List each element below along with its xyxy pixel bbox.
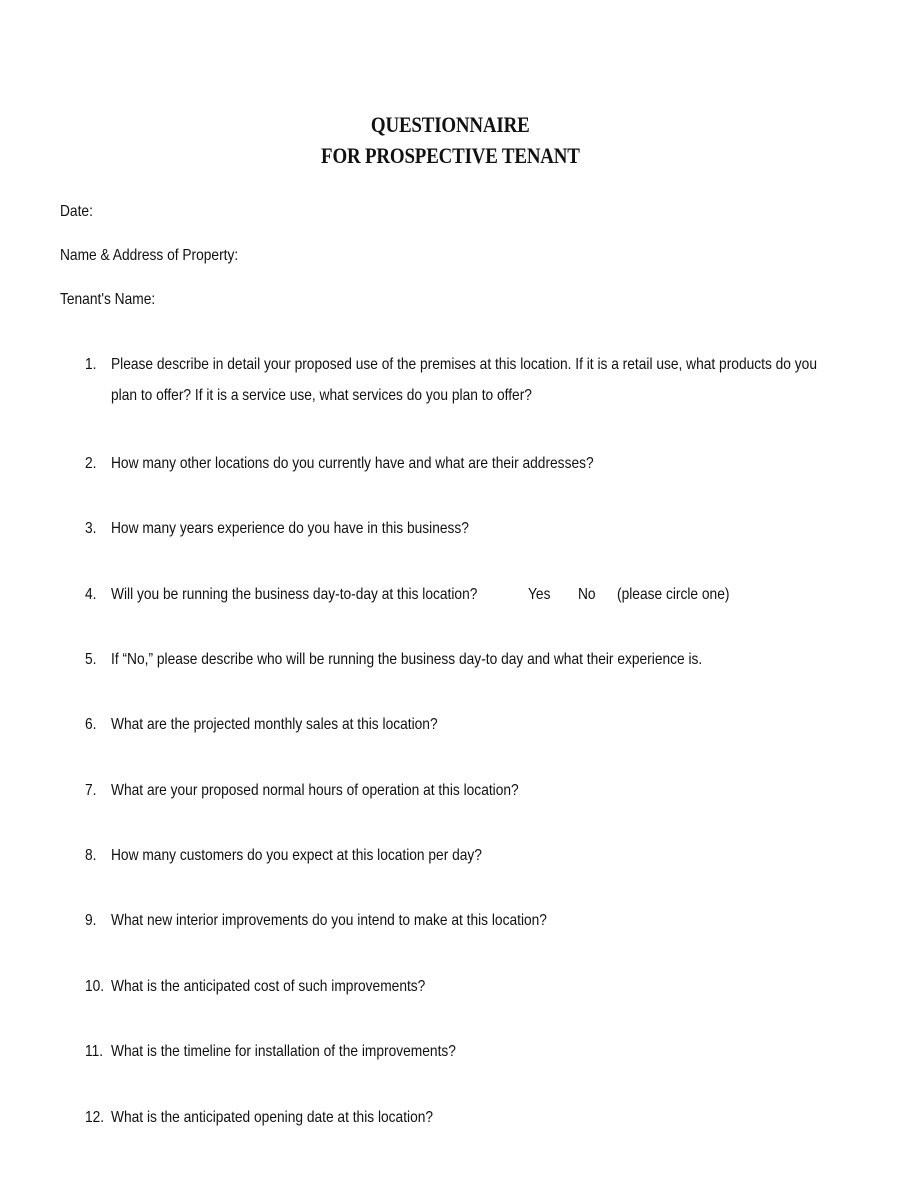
question-text: Will you be running the business day-to-day at this location? bbox=[111, 586, 478, 603]
document-title bbox=[0, 112, 900, 138]
question-text: What new interior improvements do you intend to make at this location? bbox=[111, 912, 547, 929]
property-field-label: Name & Address of Property: bbox=[60, 247, 239, 264]
option-yes: Yes bbox=[528, 586, 551, 603]
document-subtitle bbox=[0, 143, 900, 169]
title-line-2: FOR PROSPECTIVE TENANT bbox=[320, 143, 580, 168]
question-text: What is the anticipated opening date at this location? bbox=[111, 1109, 434, 1126]
question-text: What are the projected monthly sales at this location? bbox=[111, 716, 438, 733]
question-text: How many other locations do you currently have and what are their addresses? bbox=[111, 455, 594, 472]
question-number: 10. bbox=[85, 978, 105, 995]
question-number: 8. bbox=[85, 847, 97, 864]
tenant-name-field-label: Tenant's Name: bbox=[60, 291, 156, 308]
question-number: 9. bbox=[85, 912, 97, 929]
question-number: 7. bbox=[85, 782, 97, 799]
question-number: 11. bbox=[85, 1043, 104, 1060]
question-number: 5. bbox=[85, 651, 97, 668]
question-number: 6. bbox=[85, 716, 97, 733]
question-number: 1. bbox=[85, 356, 97, 373]
title-line-1: QUESTIONNAIRE bbox=[370, 112, 530, 137]
question-text: What are your proposed normal hours of operation at this location? bbox=[111, 782, 519, 799]
question-text-continued: plan to offer? If it is a service use, what services do you plan to offer? bbox=[111, 387, 532, 404]
question-number: 12. bbox=[85, 1109, 105, 1126]
question-number: 2. bbox=[85, 455, 97, 472]
question-text: How many years experience do you have in this business? bbox=[111, 520, 469, 537]
question-text: What is the anticipated cost of such improvements? bbox=[111, 978, 426, 995]
date-field-label: Date: bbox=[60, 203, 93, 220]
option-no: No bbox=[578, 586, 596, 603]
question-text: What is the timeline for installation of the improvements? bbox=[111, 1043, 456, 1060]
question-text: Please describe in detail your proposed use of the premises at this location. If it is a retail use, what products do you bbox=[111, 356, 817, 373]
question-number: 4. bbox=[85, 586, 97, 603]
question-text: If “No,” please describe who will be running the business day-to day and what their experience is. bbox=[111, 651, 703, 668]
circle-instruction: (please circle one) bbox=[617, 586, 730, 603]
question-number: 3. bbox=[85, 520, 97, 537]
question-text: How many customers do you expect at this location per day? bbox=[111, 847, 482, 864]
